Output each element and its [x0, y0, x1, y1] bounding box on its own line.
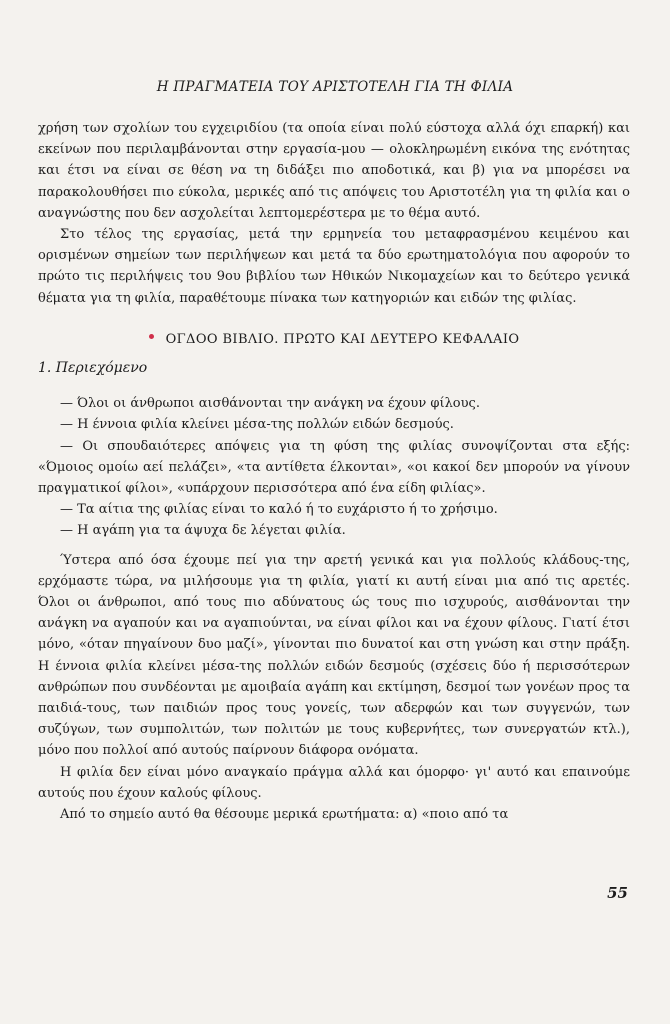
- summary-item: — Τα αίτια της φιλίας είναι το καλό ή το ευχάριστο ή το χρήσιμο.: [60, 502, 498, 518]
- chapter-heading: [38, 329, 630, 350]
- intro-paragraph-2: Στο τέλος της εργασίας, μετά την ερμηνεία του μεταφρασμένου κειμένου και ορισμένων σημείων των περιλήψεων και μετά τα δύο ερωτηματολόγια που αφορούν το πρώτο τις περιλήψεις του 9ου βιβλίου των Ηθικών Νικομαχείων και το δεύτερο γενικά θέματα για τη φιλία, παραθέτουμε πίνακα των κατηγοριών και ειδών της φιλίας.: [38, 227, 630, 306]
- summary-item: — Η έννοια φιλία κλείνει μέσα-της πολλών ειδών δεσμούς.: [60, 417, 454, 433]
- intro-paragraph-1: χρήση των σχολίων του εγχειριδίου (τα οποία είναι πολύ εύστοχα αλλά όχι επαρκή) και εκείνων που περιλαμβάνονται στην εργασία-μου — ολοκληρωμένη εικόνα της ενότητας και έτσι να είναι σε θέση να τη διδάξει πιο αποδοτικά, και β) για να μπορέσει να παρακολουθήσει πιο εύκολα, μερικές από τις απόψεις του Αριστοτέλη για τη φιλία και ο αναγνώστης που δεν ασχολείται λεπτομερέστερα με το θέμα αυτό.: [38, 121, 630, 221]
- summary-item: — Η αγάπη για τα άψυχα δε λέγεται φιλία.: [60, 523, 346, 539]
- page-number: 55: [607, 884, 628, 902]
- summary-item: — Οι σπουδαιότερες απόψεις για τη φύση της φιλίας συνοψίζονται στα εξής: «Όμοιος ομοίω αεί πελάζει», «τα αντίθετα έλκονται», «οι κακοί δεν μπορούν να γίνουν πραγματικοί φίλοι», «υπάρχουν περισσότερα από ένα είδη φιλίας».: [38, 438, 630, 497]
- section-heading: 1. Περιεχόμενο: [38, 360, 148, 377]
- chapter-heading-text: ΟΓΔΟΟ ΒΙΒΛΙΟ. ΠΡΩΤΟ ΚΑΙ ΔΕΥΤΕΡΟ ΚΕΦΑΛΑΙΟ: [165, 331, 520, 347]
- bullet-dot-icon: [149, 334, 154, 339]
- body-paragraph-1: Ύστερα από όσα έχουμε πεί για την αρετή γενικά και για πολλούς κλάδους-της, ερχόμαστε τώρα, να μιλήσουμε για τη φιλία, γιατί κι αυτή είναι μια από τις αρετές. Όλοι οι άνθρωποι, από τους πιο αδύνατους ώς τους πιο ισχυρούς, αισθάνονται την ανάγκη να αγαπούν και να αγαπιούνται, να είναι φίλοι και να έχουν φίλους. Γιατί έτσι μόνο, «όταν πηγαίνουν δυο μαζί», γίνονται πιο δυνατοί και στη γνώση και στην πράξη. Η έννοια φιλία κλείνει μέσα-της πολλών ειδών δεσμούς (σχέσεις δύο ή περισσότερων ανθρώπων που συνδέονται με αμοιβαία αγάπη και εκτίμηση, δεσμοί των γονέων προς τα παιδιά-τους, των παιδιών προς τους γονείς, των αδερφών και των συγγενών, των συζύγων, των συμπολιτών, των πολιτών με τους κυβερνήτες, των συνεργατών κτλ.), μόνο που πολλοί από αυτούς παίρνουν διάφορα ονόματα.: [38, 552, 630, 759]
- page-body: [38, 118, 630, 825]
- summary-item: — Όλοι οι άνθρωποι αισθάνονται την ανάγκη να έχουν φίλους.: [60, 396, 480, 412]
- running-head: Η ΠΡΑΓΜΑΤΕΙΑ ΤΟΥ ΑΡΙΣΤΟΤΕΛΗ ΓΙΑ ΤΗ ΦΙΛΙΑ: [156, 79, 514, 95]
- body-paragraph-2: Η φιλία δεν είναι μόνο αναγκαίο πράγμα αλλά και όμορφο· γι' αυτό και επαινούμε αυτούς που έχουν καλούς φίλους.: [38, 764, 630, 801]
- body-paragraph-3: Από το σημείο αυτό θα θέσουμε μερικά ερωτήματα: α) «ποιο από τα: [60, 807, 509, 823]
